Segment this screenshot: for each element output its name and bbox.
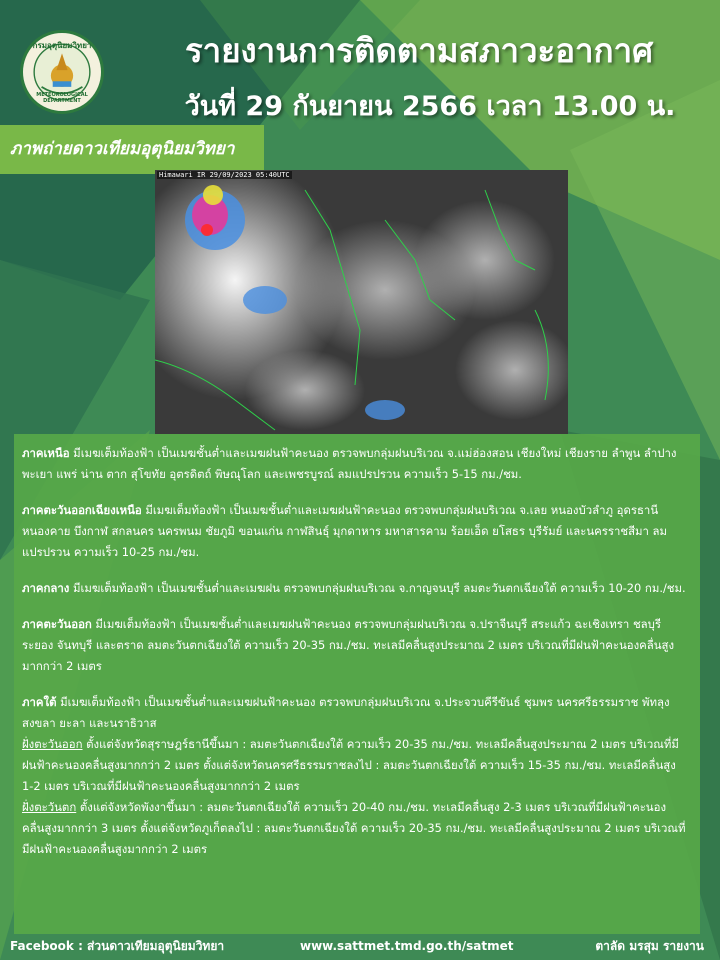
region-text: มีเมฆเต็มท้องฟ้า เป็นเมฆชั้นต่ำและเมฆฝนฟ้าคะนอง ตรวจพบกลุ่มฝนบริเวณ จ.ประจวบคีรีขันธ์ ชุมพร นครศรีธรรมราช พัทลุง สงขลา ยะลา และนราธิวาส xyxy=(22,695,670,730)
logo-text-english: METEOROLOGICAL DEPARTMENT xyxy=(36,92,88,104)
report-east xyxy=(22,614,686,677)
satellite-timestamp: Himawari IR 29/09/2023 05:40UTC xyxy=(159,171,290,179)
weather-report xyxy=(14,434,700,934)
section-label: ภาพถ่ายดาวเทียมอุตุนิยมวิทยา xyxy=(0,125,264,174)
region-text: มีเมฆเต็มท้องฟ้า เป็นเมฆชั้นต่ำและเมฆฝน ตรวจพบกลุ่มฝนบริเวณ จ.กาญจนบุรี ลมตะวันตกเฉียงใต้ ความเร็ว 10-20 กม./ชม. xyxy=(69,581,686,595)
region-label: ภาคเหนือ xyxy=(22,446,70,460)
logo-text: กรมอุตุนิยมวิทยา xyxy=(32,41,92,50)
region-text: มีเมฆเต็มท้องฟ้า เป็นเมฆชั้นต่ำและเมฆฝนฟ้าคะนอง ตรวจพบกลุ่มฝนบริเวณ จ.ปราจีนบุรี สระแก้ว ฉะเชิงเทรา ชลบุรี ระยอง จันทบุรี และตราด ลมตะวันตกเฉียงใต้ ความเร็ว 20-35 กม./ชม. ทะเลมีคลื่นสูงประมาณ 2 เมตร บริเวณที่มีฝนฟ้าคะนองคลื่นสูงมากกว่า 2 เมตร xyxy=(22,617,675,673)
website-link[interactable]: www.sattmet.tmd.go.th/satmet xyxy=(300,939,514,953)
region-text: มีเมฆเต็มท้องฟ้า เป็นเมฆชั้นต่ำและเมฆฝนฟ้าคะนอง ตรวจพบกลุ่มฝนบริเวณ จ.เลย หนองบัวลำภู อุดรธานี หนองคาย บึงกาฬ สกลนคร นครพนม ชัยภูมิ ขอนแก่น กาฬสินธุ์ มุกดาหาร มหาสารคาม ร้อยเอ็ด ยโสธร บุรีรัมย์ และนครราชสีมา ลมแปรปรวน ความเร็ว 10-25 กม./ชม. xyxy=(22,503,668,559)
report-south xyxy=(22,692,686,860)
footer xyxy=(0,935,720,960)
tmd-logo xyxy=(20,30,104,114)
page-title: รายงานการติดตามสภาวะอากาศ xyxy=(184,31,654,70)
reporter-credit: ตาลัด มรสุม รายงาน xyxy=(595,939,704,953)
report-northeast xyxy=(22,500,686,563)
coast-text: ตั้งแต่จังหวัดสุราษฎร์ธานีขึ้นมา : ลมตะวันตกเฉียงใต้ ความเร็ว 20-35 กม./ชม. ทะเลมีคลื่นสูงประมาณ 2 เมตร บริเวณที่มีฝนฟ้าคะนองคลื่นสูงมากกว่า 2 เมตร ตั้งแต่จังหวัดนครศรีธรรมราชลงไป : ลมตะวันตกเฉียงใต้ ความเร็ว 15-35 กม./ชม. ทะเลมีคลื่นสูง 1-2 เมตร บริเวณที่มีฝนฟ้าคะนองคลื่นสูงมากกว่า 2 เมตร xyxy=(22,737,679,793)
coast-text: ตั้งแต่จังหวัดพังงาขึ้นมา : ลมตะวันตกเฉียงใต้ ความเร็ว 20-40 กม./ชม. ทะเลมีคลื่นสูง 2-3 เมตร บริเวณที่มีฝนฟ้าคะนองคลื่นสูงมากกว่า 3 เมตร ตั้งแต่จังหวัดภูเก็ตลงไป : ลมตะวันตกเฉียงใต้ ความเร็ว 20-35 กม./ชม. ทะเลมีคลื่นสูงประมาณ 2 เมตร บริเวณที่มีฝนฟ้าคะนองคลื่นสูงมากกว่า 2 เมตร xyxy=(22,800,686,856)
report-date: วันที่ 29 กันยายน 2566 เวลา 13.00 น. xyxy=(184,91,676,122)
satellite-image xyxy=(155,170,568,434)
region-text: มีเมฆเต็มท้องฟ้า เป็นเมฆชั้นต่ำและเมฆฝนฟ้าคะนอง ตรวจพบกลุ่มฝนบริเวณ จ.แม่ฮ่องสอน เชียงใหม่ เชียงราย ลำพูน ลำปาง พะเยา แพร่ น่าน ตาก สุโขทัย อุตรดิตถ์ พิษณุโลก และเพชรบูรณ์ ลมแปรปรวน ความเร็ว 5-15 กม./ชม. xyxy=(22,446,677,481)
coast-label: ฝั่งตะวันตก xyxy=(22,800,77,814)
region-label: ภาคตะวันออกเฉียงเหนือ xyxy=(22,503,142,517)
region-label: ภาคกลาง xyxy=(22,581,70,595)
region-label: ภาคตะวันออก xyxy=(22,617,92,631)
facebook-link[interactable]: Facebook : ส่วนดาวเทียมอุตุนิยมวิทยา xyxy=(10,939,225,953)
report-north xyxy=(22,443,686,485)
coast-label: ฝั่งตะวันออก xyxy=(22,737,83,751)
report-central xyxy=(22,578,686,599)
region-label: ภาคใต้ xyxy=(22,695,57,709)
